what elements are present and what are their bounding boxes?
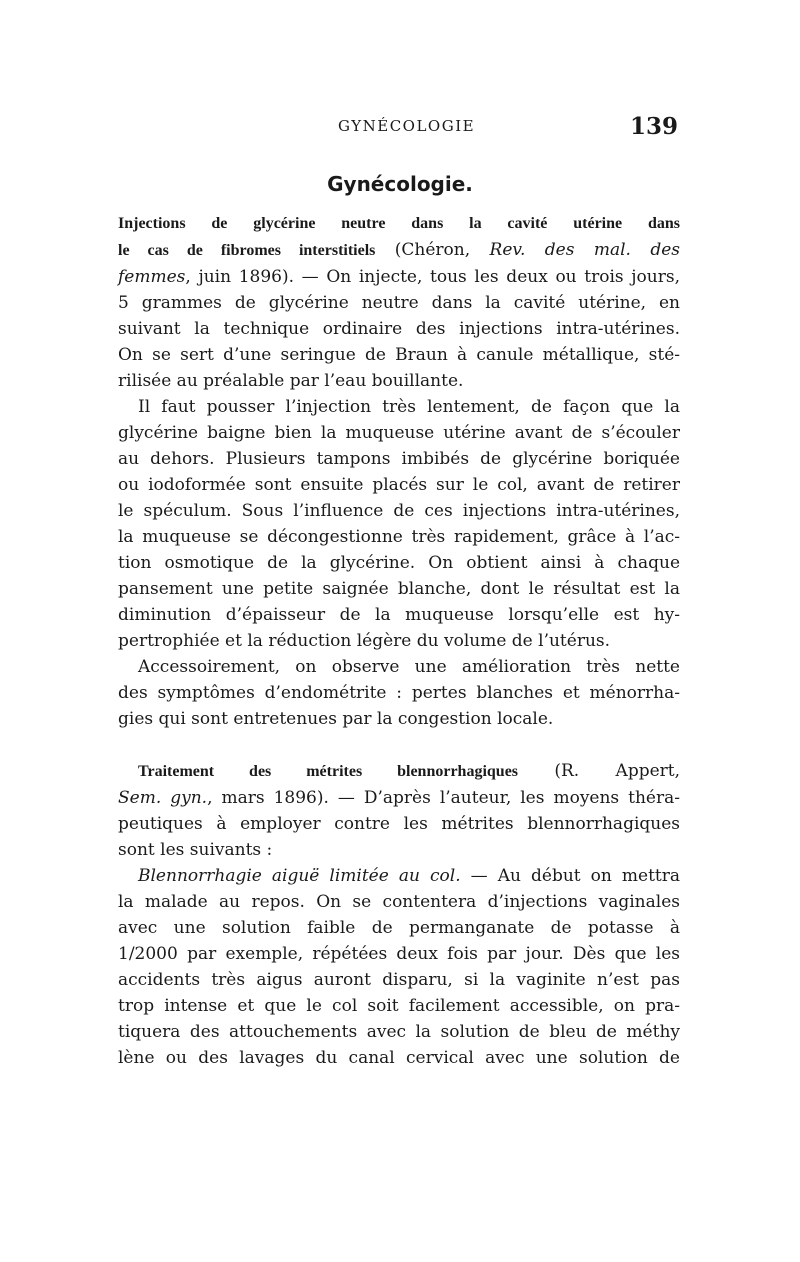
citation-journal: Rev. des mal. des xyxy=(489,240,681,260)
citation-line-2 xyxy=(118,264,680,290)
article-title: Injections de glycérine neutre dans la cavité utérine dans xyxy=(118,215,680,232)
text-line: la malade au repos. On se contentera d’injections vaginales xyxy=(118,892,680,912)
text-line: Accessoirement, on observe une amélioration très nette xyxy=(138,657,680,677)
text-line: pertrophiée et la réduction légère du volume de l’utérus. xyxy=(118,631,611,651)
running-head xyxy=(118,113,680,143)
article-metrites xyxy=(118,758,680,1071)
text-line: 5 grammes de glycérine neutre dans la cavité utérine, en xyxy=(118,293,680,313)
subsection-title: Blennorrhagie aiguë limitée au col. xyxy=(138,866,461,886)
citation-journal-cont: femmes xyxy=(118,267,186,287)
text-line: accidents très aigus auront disparu, si la vaginite n’est pas xyxy=(118,970,680,990)
article-title-line xyxy=(118,758,680,785)
text-line: 1/2000 par exemple, répétées deux fois par jour. Dès que les xyxy=(118,944,680,964)
text-line: On se sert d’une seringue de Braun à canule métallique, sté- xyxy=(118,345,680,365)
citation-author: (R. Appert, xyxy=(518,761,681,781)
citation-rest: , juin 1896). — On injecte, tous les deux ou trois jours, xyxy=(185,267,680,287)
text-line: le spéculum. Sous l’influence de ces injections intra-utérines, xyxy=(118,501,680,521)
text-line: tion osmotique de la glycérine. On obtient ainsi à chaque xyxy=(118,553,680,573)
text-line: tiquera des attouchements avec la solution de bleu de méthy xyxy=(118,1022,680,1042)
text-line: glycérine baigne bien la muqueuse utérine avant de s’écouler xyxy=(118,423,680,443)
text-line: ou iodoformée sont ensuite placés sur le col, avant de retirer xyxy=(118,475,680,495)
running-title: GYNÉCOLOGIE xyxy=(338,117,476,135)
text-line: trop intense et que le col soit facilement accessible, on pra- xyxy=(118,996,680,1016)
text-line: rilisée au préalable par l’eau bouillante. xyxy=(118,371,464,391)
article-title: Traitement des métrites blennorrhagiques xyxy=(138,763,519,780)
text-line: suivant la technique ordinaire des injections intra-utérines. xyxy=(118,319,680,339)
text-line: sont les suivants : xyxy=(118,840,273,860)
citation-rest: , mars 1896). — D’après l’auteur, les moyens théra- xyxy=(207,788,680,808)
text-line: diminution d’épaisseur de la muqueuse lorsqu’elle est hy- xyxy=(118,605,680,625)
citation-line xyxy=(118,237,680,264)
article-fibromes xyxy=(118,210,680,732)
subsection-text: — Au début on mettra xyxy=(460,866,681,886)
text-line: gies qui sont entretenues par la congestion locale. xyxy=(118,709,554,729)
text-line: Il faut pousser l’injection très lentement, de façon que la xyxy=(138,397,680,417)
citation-line xyxy=(118,785,680,811)
text-line: peutiques à employer contre les métrites blennorrhagiques xyxy=(118,814,680,834)
page-number: 139 xyxy=(629,113,678,140)
text-line: pansement une petite saignée blanche, dont le résultat est la xyxy=(118,579,680,599)
text-line: des symptômes d’endométrite : pertes blanches et ménorrha- xyxy=(118,683,680,703)
section-title: Gynécologie. xyxy=(327,172,473,196)
citation-journal: Sem. gyn. xyxy=(118,788,208,808)
text-line: au dehors. Plusieurs tampons imbibés de glycérine boriquée xyxy=(118,449,680,469)
text-line: la muqueuse se décongestionne très rapidement, grâce à l’ac- xyxy=(118,527,680,547)
text-line: avec une solution faible de permanganate de potasse à xyxy=(118,918,680,938)
subsection-line xyxy=(118,863,680,889)
article-title-cont: le cas de fibromes interstitiels xyxy=(118,242,376,259)
citation-author: (Chéron, xyxy=(375,240,490,260)
text-line: lène ou des lavages du canal cervical avec une solution de xyxy=(118,1048,680,1068)
article-title-line xyxy=(118,210,680,237)
